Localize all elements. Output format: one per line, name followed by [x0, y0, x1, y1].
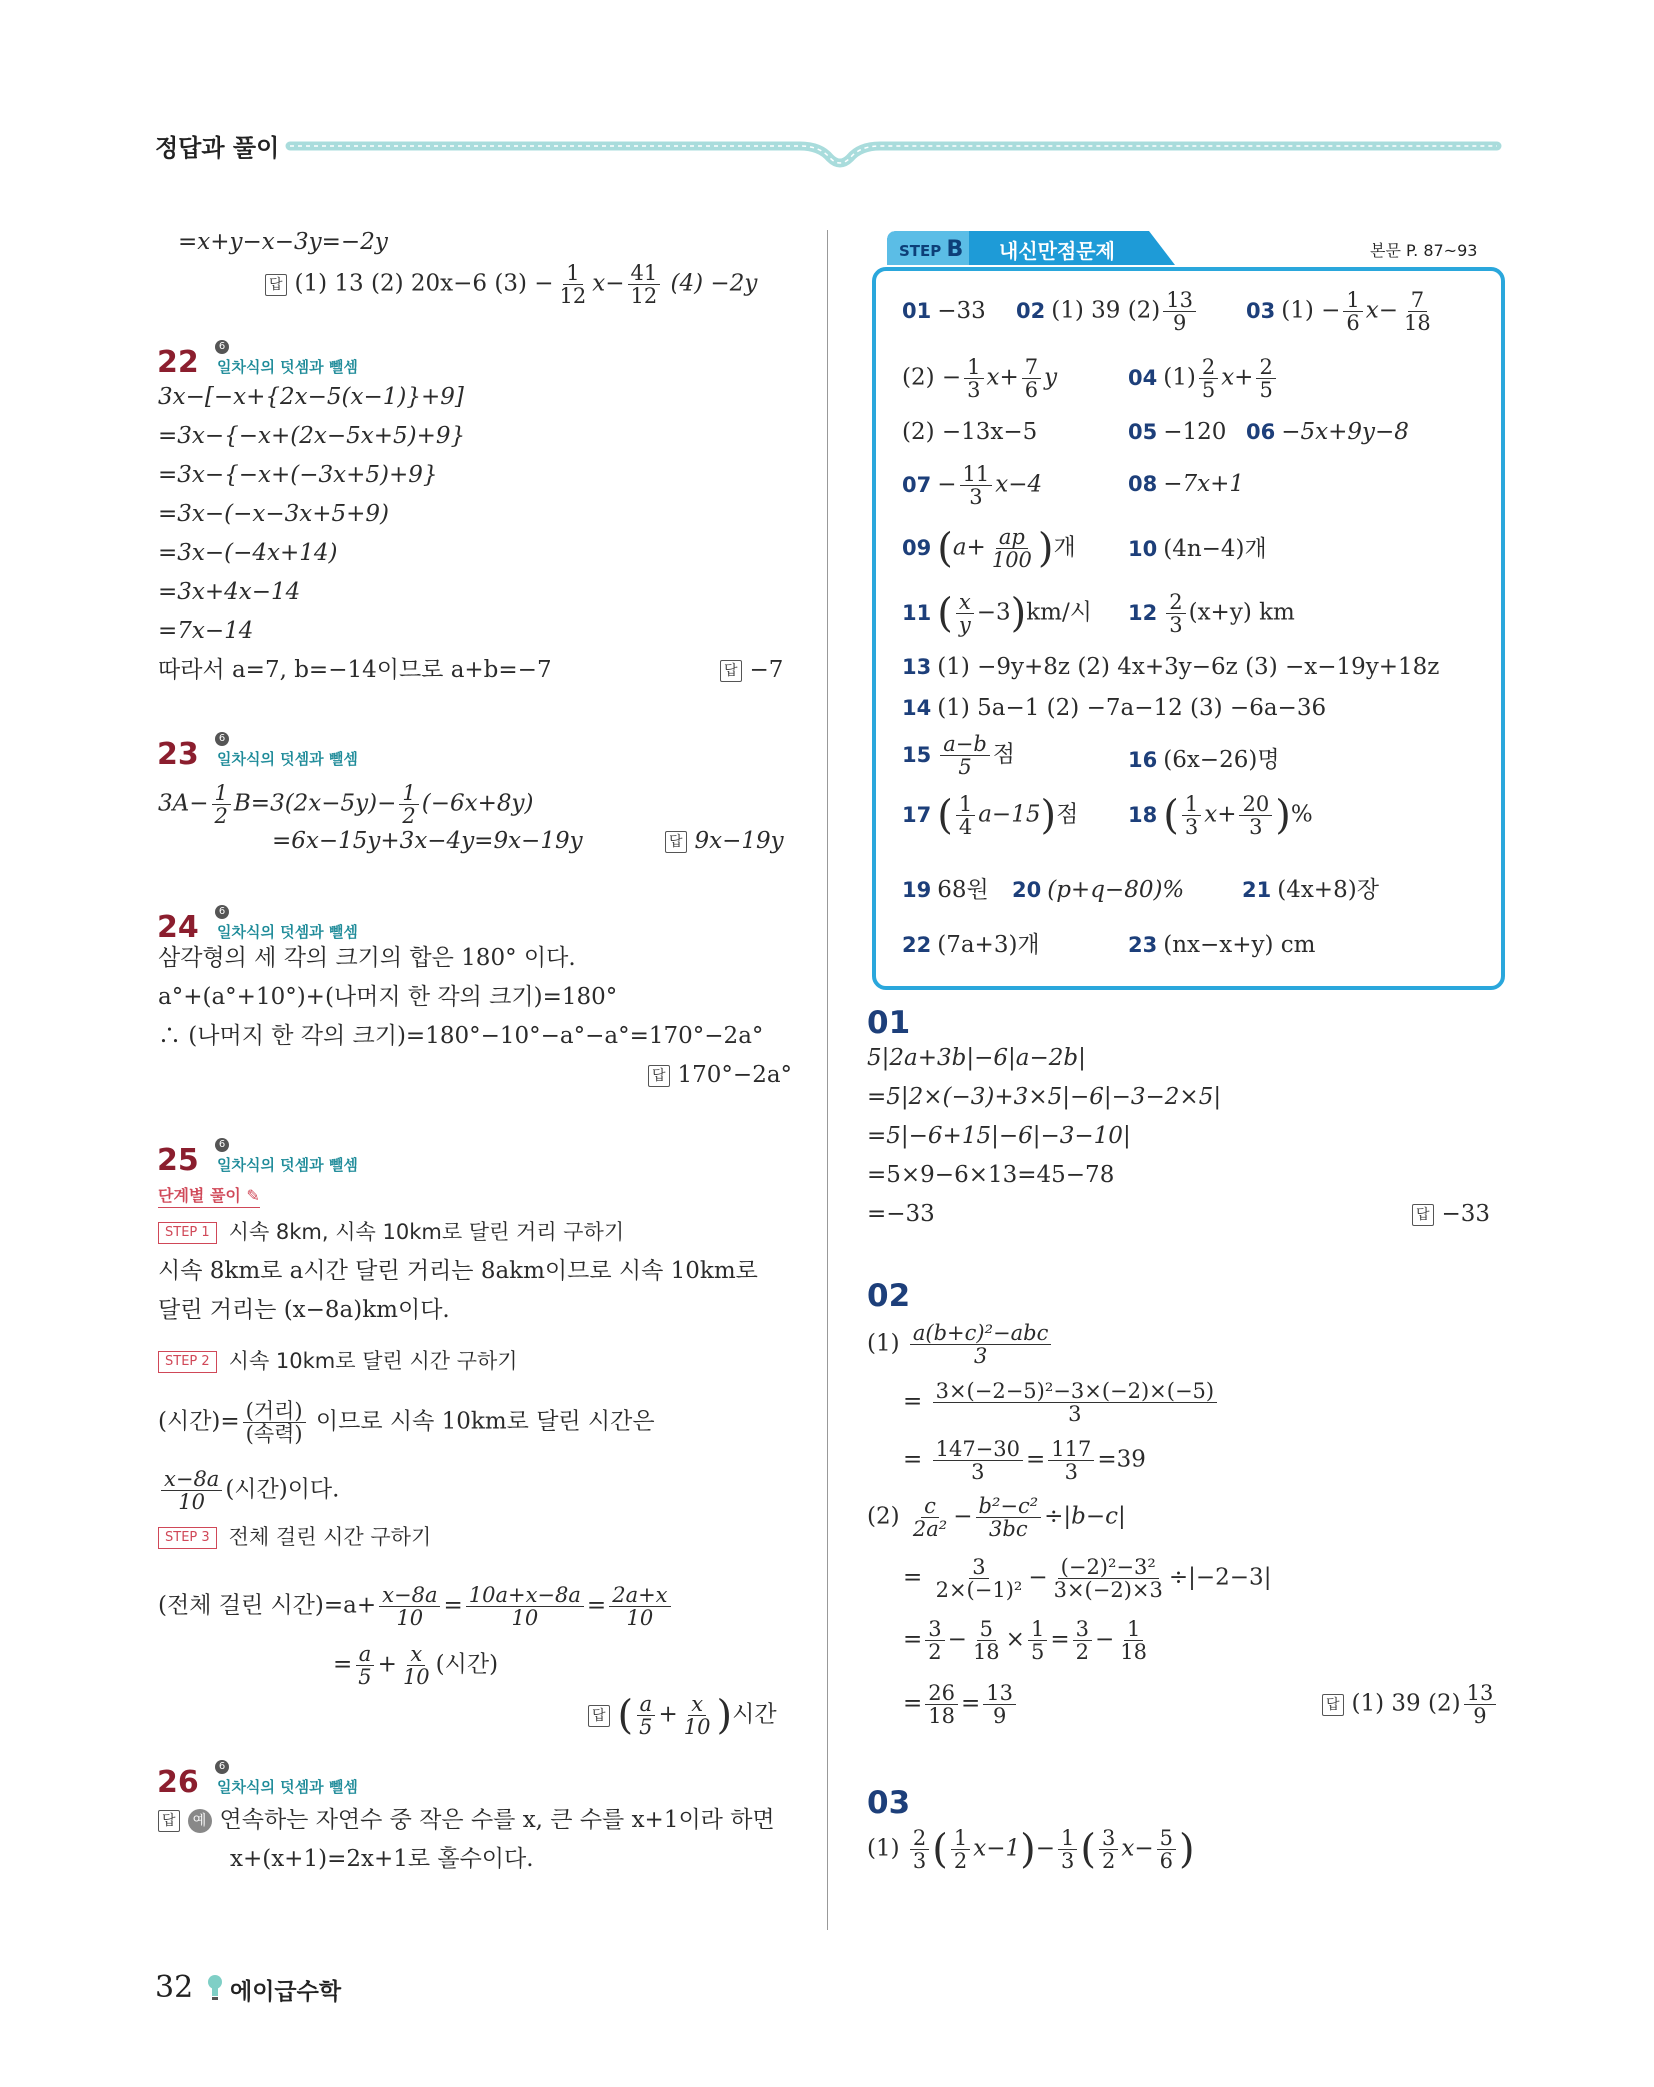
s01-line: =5×9−6×13=45−78 — [867, 1162, 1115, 1188]
q22-line: 3x−[−x+{2x−5(x−1)}+9] — [158, 384, 464, 410]
page-reference: 본문 P. 87~93 — [1370, 241, 1478, 260]
answer-label: 답 — [588, 1705, 610, 1727]
answer-row: 08 −7x+1 — [1128, 471, 1245, 497]
q25-answer: 답 ( $\frac{a}{5}$ + $\frac{x}{10}$ )시간 — [588, 1693, 777, 1738]
q23-line: 3A− $\frac{1}{2}$ B=3(2x−5y)− $\frac{1}{2}$ (−6x+8y) — [158, 781, 534, 829]
s02-line: (1) $\frac{\text{a(b+c)²−abc}}{3}$ — [867, 1322, 1054, 1367]
answer-row: 14 (1) 5a−1 (2) −7a−12 (3) −6a−36 — [902, 695, 1327, 721]
q24-line: 삼각형의 세 각의 크기의 합은 180° 이다. — [158, 945, 576, 971]
topic-tag: 일차식의 덧셈과 뺄셈 — [217, 358, 358, 376]
s02-line: = $\frac{26}{18}$ = $\frac{13}{9}$ — [903, 1682, 1019, 1727]
q21-answer: 답 (1) 13 (2) 20x−6 (3) − $\frac{1}{12}$ x− $\frac{41}{12}$ (4) −2y — [265, 262, 757, 307]
s02-line: = $\frac{147-30}{3}$ = $\frac{117}{3}$ =39 — [903, 1437, 1146, 1485]
question-number-22: 22 — [157, 345, 199, 380]
answer-row: (2) −13x−5 — [902, 419, 1038, 445]
step2-row: STEP 2 시속 10km로 달린 시간 구하기 — [158, 1346, 518, 1376]
s01-line: =5|−6+15|−6|−3−10| — [867, 1123, 1131, 1149]
answer-row: 13 (1) −9y+8z (2) 4x+3y−6z (3) −x−19y+18z — [902, 654, 1440, 680]
step-badge: STEP 1 — [158, 1222, 217, 1244]
step-b-banner — [887, 231, 1175, 265]
step1-row: STEP 1 시속 8km, 시속 10km로 달린 거리 구하기 — [158, 1217, 624, 1247]
brand-name: 에이급수학 — [230, 1979, 342, 2005]
q26-line: x+(x+1)=2x+1로 홀수이다. — [230, 1846, 534, 1872]
q23-answer: 답 9x−19y — [665, 826, 784, 856]
s02-line: (2) $\frac{c}{\text{2a²}}$ − $\frac{\text{b²−c²}}{3bc}$ ÷|b−c| — [867, 1494, 1126, 1542]
step-letter: B — [946, 237, 964, 262]
answer-row: 21 (4x+8)장 — [1242, 877, 1379, 903]
q25-line: $\frac{x-8a}{10}$ (시간)이다. — [158, 1468, 339, 1513]
q22-conclusion: 따라서 a=7, b=−14이므로 a+b=−7 — [158, 657, 552, 683]
step-badge: STEP 2 — [158, 1351, 217, 1373]
s01-line: 5|2a+3b|−6|a−2b| — [867, 1045, 1086, 1071]
s01-line: =−33 — [867, 1201, 935, 1227]
answer-row: 19 68원 — [902, 877, 989, 903]
tag-dot: 6 — [215, 905, 229, 919]
question-number-23: 23 — [157, 737, 199, 772]
q22-line: =3x−{−x+(2x−5x+5)+9} — [158, 423, 466, 449]
question-number-24: 24 — [157, 910, 199, 945]
q22-line: =3x−(−x−3x+5+9) — [158, 501, 390, 527]
pencil-icon: ✎ — [240, 1186, 260, 1205]
answer-row: 18 ( $\frac{1}{3}$ x+ $\frac{20}{3}$ )% — [1128, 792, 1313, 840]
answer-row: 06 −5x+9y−8 — [1246, 419, 1409, 445]
stepwise-solution-label: 단계별 풀이 ✎ — [158, 1183, 260, 1208]
tag-dot: 6 — [215, 1138, 229, 1152]
answer-row: 20 (p+q−80)% — [1012, 877, 1185, 903]
tag-dot: 6 — [215, 340, 229, 354]
q25-line: 달린 거리는 (x−8a)km이다. — [158, 1297, 450, 1323]
answer-row: 03 (1) − $\frac{1}{6}$ x− $\frac{7}{18}$ — [1246, 288, 1431, 336]
answer-row: 23 (nx−x+y) cm — [1128, 932, 1316, 958]
tag-dot: 6 — [215, 1760, 229, 1774]
answer-row: 12 $\frac{2}{3}$ (x+y) km — [1128, 590, 1295, 638]
answer-label: 답 — [665, 831, 687, 853]
example-badge: 예 — [188, 1809, 212, 1833]
solution-number-01: 01 — [867, 1005, 911, 1041]
answer-row: 07 − $\frac{11}{3}$ x−4 — [902, 462, 1043, 510]
answer-label: 답 — [265, 274, 287, 296]
answer-box — [872, 267, 1505, 990]
s01-line: =5|2×(−3)+3×5|−6|−3−2×5| — [867, 1084, 1222, 1110]
q24-answer: 답 170°−2a° — [648, 1060, 792, 1090]
answer-row: 01 −33 — [902, 298, 986, 324]
q21-last-line: =x+y−x−3y=−2y — [178, 229, 388, 255]
step-label: STEP B — [899, 237, 964, 262]
answer-row: 22 (7a+3)개 — [902, 932, 1040, 958]
answer-label: 답 — [720, 660, 742, 682]
topic-tag: 일차식의 덧셈과 뺄셈 — [217, 750, 358, 768]
step3-row: STEP 3 전체 걸린 시간 구하기 — [158, 1522, 431, 1552]
solution-number-02: 02 — [867, 1278, 911, 1314]
header-ribbon — [285, 126, 1505, 178]
answer-row: 15 $\frac{a-b}{5}$ 점 — [902, 732, 1016, 780]
s02-line: = $\frac{3}{\text{2×(−1)²}}$ − $\frac{\text{(−2)²−3²}}{3\times(-2)\times 3}$ ÷|−2−3| — [903, 1555, 1272, 1603]
page-number: 32 — [155, 1970, 194, 2005]
q25-line: 시속 8km로 a시간 달린 거리는 8akm이므로 시속 10km로 — [158, 1258, 758, 1284]
q22-line: =3x−{−x+(−3x+5)+9} — [158, 462, 438, 488]
q22-line: =7x−14 — [158, 618, 254, 644]
tag-dot: 6 — [215, 732, 229, 746]
topic-tag: 일차식의 덧셈과 뺄셈 — [217, 923, 358, 941]
s02-answer: 답 (1) 39 (2) $\frac{13}{9}$ — [1322, 1682, 1499, 1727]
answer-row: 05 −120 — [1128, 419, 1227, 445]
answer-label: 답 — [158, 1810, 180, 1832]
s03-line: (1) $\frac{2}{3}$ ( $\frac{1}{2}$ x−1)− $\frac{1}{3}$ ( $\frac{3}{2}$ x− $\frac{5}{6}$ ) — [867, 1826, 1195, 1874]
answer-label: 답 — [1412, 1204, 1434, 1226]
s02-line: = $\frac{3}{2}$ − $\frac{5}{18}$ × $\frac{1}{5}$ = $\frac{3}{2}$ − $\frac{1}{18}$ — [903, 1617, 1147, 1665]
q25-line: = $\frac{a}{5}$ + $\frac{x}{10}$ (시간) — [333, 1642, 499, 1690]
answer-row: 10 (4n−4)개 — [1128, 536, 1267, 562]
page-title: 정답과 풀이 — [155, 134, 280, 162]
answer-label: 답 — [648, 1065, 670, 1087]
topic-tag: 일차식의 덧셈과 뺄셈 — [217, 1778, 358, 1796]
q22-line: =3x+4x−14 — [158, 579, 301, 605]
step-badge: STEP 3 — [158, 1527, 217, 1549]
question-number-25: 25 — [157, 1143, 199, 1178]
q23-line: =6x−15y+3x−4y=9x−19y — [272, 828, 583, 854]
answer-row: 17 ( $\frac{1}{4}$ a−15)점 — [902, 792, 1079, 840]
column-divider — [827, 230, 828, 1930]
answer-label: 답 — [1322, 1694, 1344, 1716]
s02-line: = $\frac{\text{3×(−2−5)²−3×(−2)×(−5)}}{3}$ — [903, 1380, 1220, 1425]
q24-line: a°+(a°+10°)+(나머지 한 각의 크기)=180° — [158, 984, 618, 1010]
answer-row: 09 (a+ $\frac{ap}{100}$ )개 — [902, 525, 1076, 573]
q22-line: =3x−(−4x+14) — [158, 540, 338, 566]
q25-line: (시간)= $\frac{\text{(거리)}}{\text{(속력)}}$ 이므로 시속 10km로 달린 시간은 — [158, 1399, 655, 1447]
step-title: 내신만점문제 — [999, 239, 1115, 263]
q25-line: (전체 걸린 시간)=a+ $\frac{x-8a}{10}$ = $\frac{10a+x-8a}{10}$ = $\frac{2a+x}{10}$ — [158, 1584, 674, 1629]
solution-number-03: 03 — [867, 1785, 911, 1821]
answer-row: (2) − $\frac{1}{3}$ x+ $\frac{7}{6}$ y — [902, 355, 1058, 403]
answer-row: 11 ( $\frac{x}{y}$ −3)km/시 — [902, 590, 1092, 638]
answer-row: 04 (1) $\frac{2}{5}$ x+ $\frac{2}{5}$ — [1128, 356, 1279, 401]
q22-answer: 답 −7 — [720, 655, 783, 685]
answer-row: 16 (6x−26)명 — [1128, 747, 1280, 773]
s01-answer: 답 −33 — [1412, 1199, 1490, 1229]
q24-line: ∴ (나머지 한 각의 크기)=180°−10°−a°−a°=170°−2a° — [158, 1023, 764, 1049]
bulb-icon — [207, 1974, 223, 2006]
q26-line: 답 예 연속하는 자연수 중 작은 수를 x, 큰 수를 x+1이라 하면 — [158, 1805, 775, 1835]
topic-tag: 일차식의 덧셈과 뺄셈 — [217, 1156, 358, 1174]
answer-row: 02 (1) 39 (2) $\frac{13}{9}$ — [1016, 289, 1199, 334]
question-number-26: 26 — [157, 1765, 199, 1800]
